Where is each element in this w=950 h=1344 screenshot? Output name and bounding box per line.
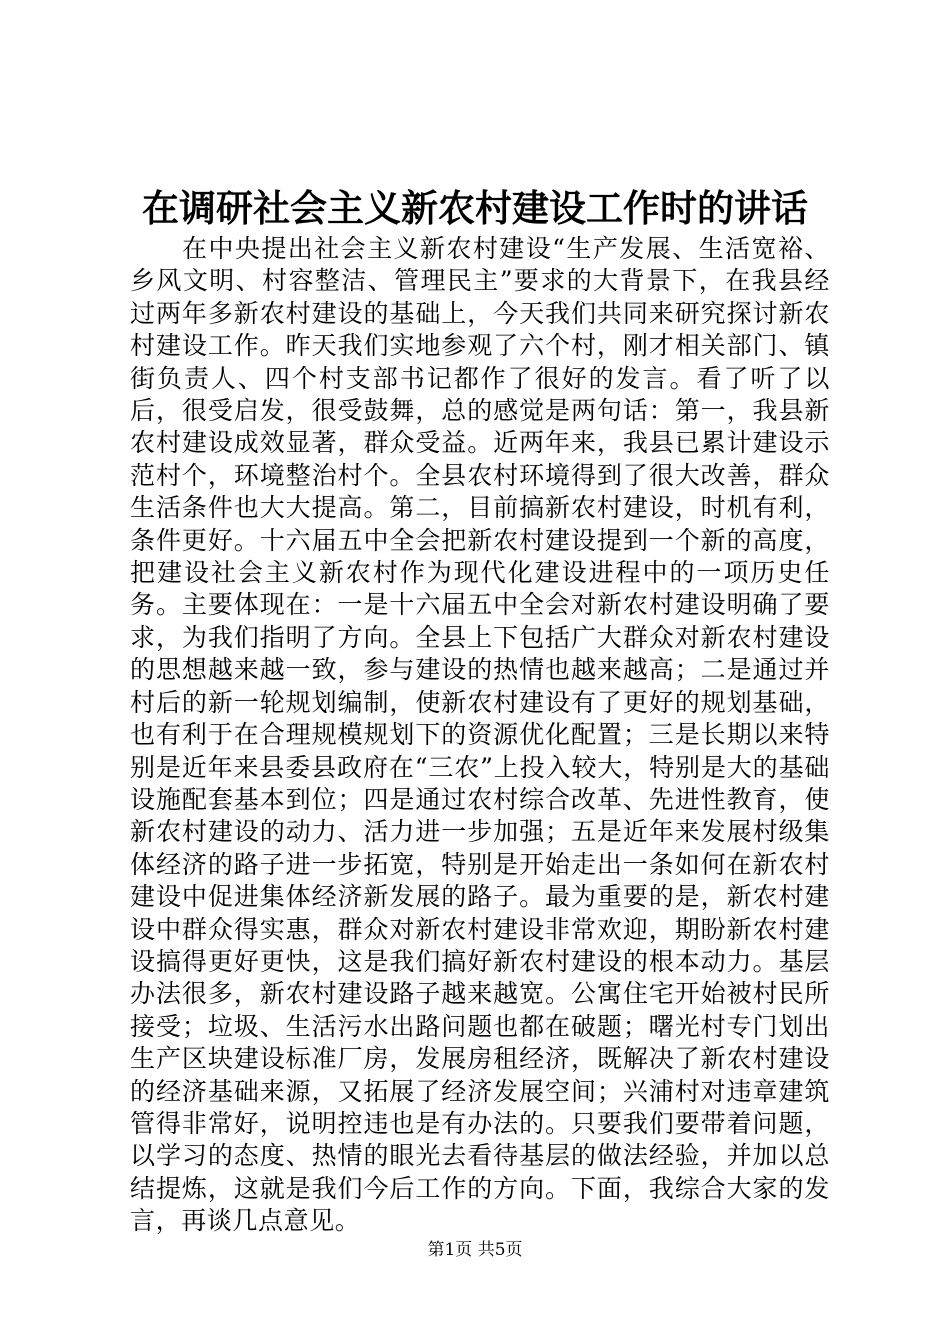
document-title: 在调研社会主义新农村建设工作时的讲话 — [142, 186, 808, 230]
body-paragraph: 在中央提出社会主义新农村建设“生产发展、生活宽裕、乡风文明、村容整洁、管理民主”要求的大背景下，在我县经过两年多新农村建设的基础上，今天我们共同来研究探讨新农村建设工作。昨天我们实地参观了六个村，刚才相关部门、镇街负责人、四个村支部书记都作了很好的发言。看了听了以后，很受启发，很受鼓舞，总的感觉是两句话：第一，我县新农村建设成效显著，群众受益。近两年来，我县已累计建设示范村个，环境整治村个。全县农村环境得到了很大改善，群众生活条件也大大提高。第二，目前搞新农村建设，时机有利，条件更好。十六届五中全会把新农村建设提到一个新的高度，把建设社会主义新农村作为现代化建设进程中的一项历史任务。主要体现在：一是十六届五中全会对新农村建设明确了要求，为我们指明了方向。全县上下包括广大群众对新农村建设的思想越来越一致，参与建设的热情也越来越高；二是通过并村后的新一轮规划编制，使新农村建设有了更好的规划基础，也有利于在合理规模规划下的资源优化配置；三是长期以来特别是近年来县委县政府在“三农”上投入较大，特别是大的基础设施配套基本到位；四是通过农村综合改革、先进性教育，使新农村建设的动力、活力进一步加强；五是近年来发展村级集体经济的路子进一步拓宽，特别是开始走出一条如何在新农村建设中促进集体经济新发展的路子。最为重要的是，新农村建设中群众得实惠，群众对新农村建设非常欢迎，期盼新农村建设搞得更好更快，这是我们搞好新农村建设的根本动力。基层办法很多，新农村建设路子越来越宽。公寓住宅开始被村民所接受；垃圾、生活污水出路问题也都在破题；曙光村专门划出生产区块建设标准厂房，发展房租经济，既解决了新农村建设的经济基础来源，又拓展了经济发展空间；兴浦村对违章建筑管得非常好，说明控违也是有办法的。只要我们要带着问题，以学习的态度、热情的眼光去看待基层的做法经验，并加以总结提炼，这就是我们今后工作的方向。下面，我综合大家的发言，再谈几点意见。 — [130, 234, 830, 1236]
page-footer: 第1页 共5页 — [427, 1240, 523, 1260]
